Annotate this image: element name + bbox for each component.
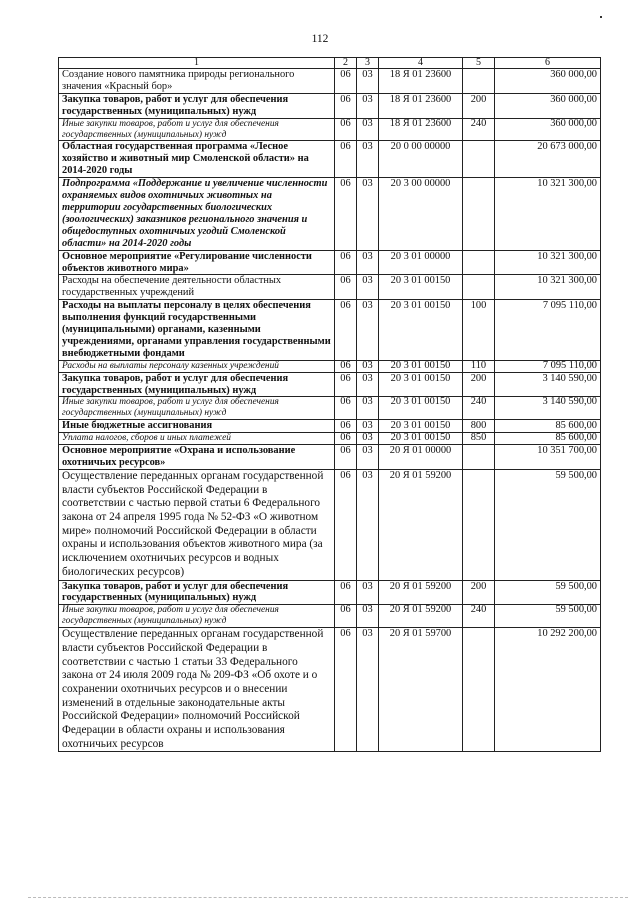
subsection-cell: 03 (357, 372, 379, 397)
section-cell: 06 (335, 628, 357, 752)
amount-cell: 7 095 110,00 (495, 360, 601, 372)
table-row (59, 275, 601, 300)
section-cell: 06 (335, 275, 357, 300)
section-cell: 06 (335, 93, 357, 118)
page-bottom-edge (28, 897, 628, 899)
amount-cell: 10 321 300,00 (495, 275, 601, 300)
subsection-cell: 03 (357, 628, 379, 752)
subsection-cell: 03 (357, 69, 379, 94)
amount-cell: 10 321 300,00 (495, 250, 601, 275)
table-row (59, 445, 601, 470)
expense-type-cell: 800 (463, 420, 495, 433)
header-cell-4: 4 (379, 58, 463, 69)
header-cell-6: 6 (495, 58, 601, 69)
table-row (59, 178, 601, 250)
table-row (59, 397, 601, 420)
amount-cell: 85 600,00 (495, 420, 601, 433)
expense-type-cell (463, 275, 495, 300)
expense-type-cell: 200 (463, 93, 495, 118)
subsection-cell: 03 (357, 397, 379, 420)
budget-table (58, 57, 601, 752)
section-cell: 06 (335, 178, 357, 250)
expense-type-cell (463, 250, 495, 275)
subsection-cell: 03 (357, 141, 379, 178)
expense-type-cell (463, 628, 495, 752)
target-article-cell: 20 3 01 00150 (379, 300, 463, 361)
amount-cell: 360 000,00 (495, 118, 601, 141)
amount-cell: 59 500,00 (495, 605, 601, 628)
row-name-cell: Иные бюджетные ассигнования (59, 420, 335, 433)
row-name-cell: Иные закупки товаров, работ и услуг для обеспечения государственных (муниципальных) нужд (59, 605, 335, 628)
section-cell: 06 (335, 605, 357, 628)
subsection-cell: 03 (357, 433, 379, 445)
target-article-cell: 20 Я 01 00000 (379, 445, 463, 470)
amount-cell: 10 351 700,00 (495, 445, 601, 470)
target-article-cell: 20 3 01 00150 (379, 275, 463, 300)
row-name-cell: Подпрограмма «Поддержание и увеличение численности охраняемых видов охотничьих животных на территории государственных биологических (зоологических) заказников регионального значения и общедоступных охотничьих угодий Смоленской области» на 2014-2020 годы (59, 178, 335, 250)
section-cell: 06 (335, 69, 357, 94)
table-row (59, 360, 601, 372)
amount-cell: 3 140 590,00 (495, 372, 601, 397)
row-name-cell: Закупка товаров, работ и услуг для обеспечения государственных (муниципальных) нужд (59, 372, 335, 397)
row-name-cell: Основное мероприятие «Охрана и использование охотничьих ресурсов» (59, 445, 335, 470)
subsection-cell: 03 (357, 605, 379, 628)
section-cell: 06 (335, 580, 357, 605)
amount-cell: 3 140 590,00 (495, 397, 601, 420)
subsection-cell: 03 (357, 360, 379, 372)
subsection-cell: 03 (357, 420, 379, 433)
section-cell: 06 (335, 397, 357, 420)
table-row (59, 580, 601, 605)
expense-type-cell (463, 469, 495, 580)
header-cell-5: 5 (463, 58, 495, 69)
target-article-cell: 18 Я 01 23600 (379, 93, 463, 118)
expense-type-cell: 200 (463, 580, 495, 605)
subsection-cell: 03 (357, 93, 379, 118)
header-row (59, 58, 601, 69)
expense-type-cell: 240 (463, 118, 495, 141)
section-cell: 06 (335, 372, 357, 397)
expense-type-cell (463, 141, 495, 178)
row-name-cell: Осуществление переданных органам государственной власти субъектов Российской Федерации в соответствии с частью первой статьи 6 Федерального закона от 24 апреля 1995 года № 52-ФЗ «О животном мире» полномочий Российской Федерации в области охраны и использования объектов животного мира (за исключением охотничьих ресурсов и водных биологических ресурсов) (59, 469, 335, 580)
row-name-cell: Создание нового памятника природы регионального значения «Красный бор» (59, 69, 335, 94)
expense-type-cell (463, 69, 495, 94)
target-article-cell: 20 Я 01 59200 (379, 469, 463, 580)
amount-cell: 59 500,00 (495, 580, 601, 605)
section-cell: 06 (335, 420, 357, 433)
target-article-cell: 20 3 01 00150 (379, 372, 463, 397)
row-name-cell: Иные закупки товаров, работ и услуг для обеспечения государственных (муниципальных) нужд (59, 397, 335, 420)
target-article-cell: 20 Я 01 59700 (379, 628, 463, 752)
expense-type-cell (463, 445, 495, 470)
table-row (59, 605, 601, 628)
table-row (59, 372, 601, 397)
header-cell-3: 3 (357, 58, 379, 69)
expense-type-cell: 100 (463, 300, 495, 361)
amount-cell: 85 600,00 (495, 433, 601, 445)
row-name-cell: Закупка товаров, работ и услуг для обеспечения государственных (муниципальных) нужд (59, 580, 335, 605)
table-row (59, 469, 601, 580)
subsection-cell: 03 (357, 275, 379, 300)
row-name-cell: Основное мероприятие «Регулирование численности объектов животного мира» (59, 250, 335, 275)
table-row (59, 69, 601, 94)
target-article-cell: 20 3 01 00150 (379, 360, 463, 372)
table-row (59, 420, 601, 433)
scan-mark (600, 16, 602, 18)
table-row (59, 433, 601, 445)
section-cell: 06 (335, 141, 357, 178)
amount-cell: 20 673 000,00 (495, 141, 601, 178)
section-cell: 06 (335, 445, 357, 470)
expense-type-cell: 200 (463, 372, 495, 397)
row-name-cell: Расходы на выплаты персоналу казенных учреждений (59, 360, 335, 372)
table-row (59, 118, 601, 141)
row-name-cell: Областная государственная программа «Лесное хозяйство и животный мир Смоленской области» на 2014-2020 годы (59, 141, 335, 178)
table-row (59, 250, 601, 275)
section-cell: 06 (335, 300, 357, 361)
target-article-cell: 18 Я 01 23600 (379, 69, 463, 94)
header-cell-1: 1 (59, 58, 335, 69)
target-article-cell: 20 3 01 00150 (379, 433, 463, 445)
target-article-cell: 18 Я 01 23600 (379, 118, 463, 141)
row-name-cell: Иные закупки товаров, работ и услуг для обеспечения государственных (муниципальных) нужд (59, 118, 335, 141)
target-article-cell: 20 0 00 00000 (379, 141, 463, 178)
expense-type-cell: 110 (463, 360, 495, 372)
target-article-cell: 20 3 00 00000 (379, 178, 463, 250)
row-name-cell: Расходы на выплаты персоналу в целях обеспечения выполнения функций государственными (муниципальными) органами, казенными учреждениями, органами управления государственными внебюджетными фондами (59, 300, 335, 361)
expense-type-cell: 240 (463, 397, 495, 420)
amount-cell: 10 292 200,00 (495, 628, 601, 752)
table-row (59, 141, 601, 178)
amount-cell: 7 095 110,00 (495, 300, 601, 361)
target-article-cell: 20 Я 01 59200 (379, 580, 463, 605)
expense-type-cell: 240 (463, 605, 495, 628)
subsection-cell: 03 (357, 300, 379, 361)
row-name-cell: Осуществление переданных органам государственной власти субъектов Российской Федерации в соответствии с частью 1 статьи 33 Федерального закона от 24 июля 2009 года № 209-ФЗ «Об охоте и о сохранении охотничьих ресурсов и о внесении изменений в отдельные законодательные акты Российской Федерации» полномочий Российской Федерации в области охраны и использования охотничьих ресурсов (59, 628, 335, 752)
subsection-cell: 03 (357, 118, 379, 141)
amount-cell: 360 000,00 (495, 93, 601, 118)
table-row (59, 93, 601, 118)
subsection-cell: 03 (357, 445, 379, 470)
table-row (59, 300, 601, 361)
section-cell: 06 (335, 250, 357, 275)
expense-type-cell: 850 (463, 433, 495, 445)
page-number: 112 (311, 33, 329, 45)
subsection-cell: 03 (357, 469, 379, 580)
section-cell: 06 (335, 360, 357, 372)
amount-cell: 10 321 300,00 (495, 178, 601, 250)
row-name-cell: Расходы на обеспечение деятельности областных государственных учреждений (59, 275, 335, 300)
target-article-cell: 20 3 01 00150 (379, 397, 463, 420)
expense-type-cell (463, 178, 495, 250)
row-name-cell: Уплата налогов, сборов и иных платежей (59, 433, 335, 445)
header-cell-2: 2 (335, 58, 357, 69)
subsection-cell: 03 (357, 178, 379, 250)
target-article-cell: 20 Я 01 59200 (379, 605, 463, 628)
table-row (59, 628, 601, 752)
amount-cell: 59 500,00 (495, 469, 601, 580)
subsection-cell: 03 (357, 250, 379, 275)
subsection-cell: 03 (357, 580, 379, 605)
target-article-cell: 20 3 01 00000 (379, 250, 463, 275)
row-name-cell: Закупка товаров, работ и услуг для обеспечения государственных (муниципальных) нужд (59, 93, 335, 118)
amount-cell: 360 000,00 (495, 69, 601, 94)
section-cell: 06 (335, 433, 357, 445)
section-cell: 06 (335, 469, 357, 580)
section-cell: 06 (335, 118, 357, 141)
target-article-cell: 20 3 01 00150 (379, 420, 463, 433)
